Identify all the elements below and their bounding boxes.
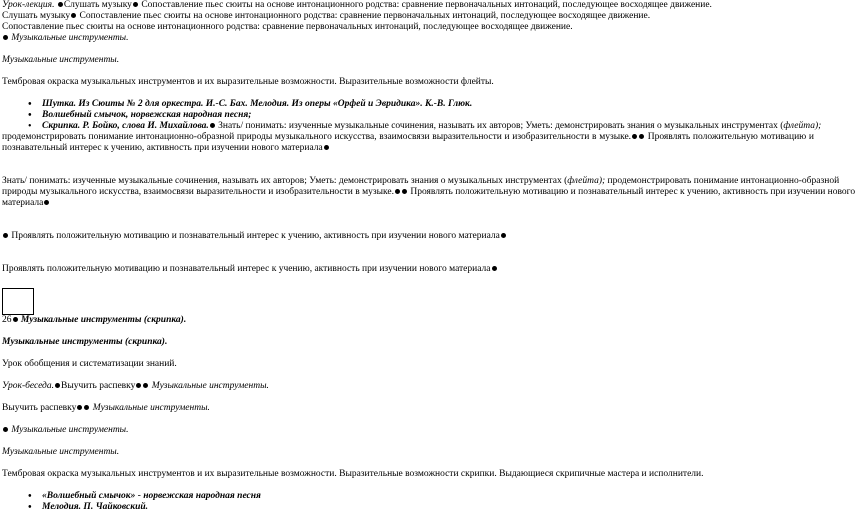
spacer	[2, 242, 814, 253]
list-item: • Мелодия. П. Чайковский.	[2, 502, 814, 513]
spacer	[2, 480, 814, 491]
spacer	[2, 44, 814, 55]
music-list	[2, 491, 814, 513]
text-fragment: Музыкальные инструменты.	[149, 381, 269, 391]
spacer	[2, 66, 814, 77]
bullet-dot-icon	[210, 123, 215, 128]
bullet-dot-icon	[77, 405, 82, 410]
paragraph	[2, 132, 814, 143]
section-heading: Музыкальные инструменты.	[2, 447, 120, 457]
text-line	[2, 143, 814, 154]
bullet-dot-icon	[84, 405, 89, 410]
bullet-dot-icon	[55, 383, 60, 388]
bullet-dot-icon	[143, 383, 148, 388]
text-fragment: Проявлять положительную мотивацию и познавательный интерес к учению, активность при изучении нового	[407, 187, 855, 197]
lesson-type: Урок-лекция.	[2, 0, 55, 10]
bullet-dot-icon	[639, 134, 644, 139]
text-line	[2, 33, 814, 44]
section-heading: Музыкальные инструменты (скрипка).	[2, 337, 168, 347]
bullet-dot-icon	[3, 427, 8, 432]
text-line	[2, 425, 814, 436]
text-fragment: материала	[2, 198, 44, 208]
paragraph: Тембровая окраска музыкальных инструментов и их выразительные возможности. Выразительные возможности флейты.	[2, 77, 494, 87]
text-fragment: Проявлять положительную мотивацию и познавательный интерес к учению, активность при изучении нового материала	[2, 264, 491, 274]
bullet-dot-icon	[324, 145, 329, 150]
list-item: • Волшебный смычок, норвежская народная песня;	[2, 110, 814, 121]
list-item	[2, 121, 822, 132]
lesson-type: Урок-беседа.	[2, 381, 54, 391]
spacer	[2, 414, 814, 425]
document-page	[2, 0, 855, 513]
text-line	[2, 198, 814, 209]
text-line	[2, 315, 814, 326]
spacer	[2, 392, 814, 403]
bullet-dot-icon	[133, 2, 138, 7]
spacer	[2, 209, 814, 220]
text-fragment: продемонстрировать понимание интонационно-образной природы музыкального искусства, взаимосвязи выразительности и изобразительности в музыке.	[2, 132, 632, 142]
bullet-dot-icon	[632, 134, 637, 139]
bullet-dot-icon	[501, 233, 506, 238]
spacer	[2, 348, 814, 359]
text-fragment: Музыкальные инструменты.	[9, 33, 129, 43]
list-item: • Шутка. Из Сюиты № 2 для оркестра. И.-С. Бах. Мелодия. Из оперы «Орфей и Эвридика». К.-В. Глюк.	[2, 99, 814, 110]
bullet-dot-icon	[136, 383, 141, 388]
text-line	[2, 176, 840, 187]
bullet-dot-icon	[58, 2, 63, 7]
section-heading: Музыкальные инструменты.	[2, 55, 120, 65]
text-line	[2, 381, 814, 392]
spacer	[2, 275, 814, 286]
spacer	[2, 326, 814, 337]
text-fragment: Сопоставление пьес сюиты на основе интонационного родства: сравнение первоначальных интонаций, последующее восходящее движение.	[77, 11, 651, 21]
text-fragment: Проявлять положительную мотивацию и	[645, 132, 814, 142]
text-fragment: Сопоставление пьес сюиты на основе интонационного родства: сравнение первоначальных интонаций, последующее восходящее движение.	[138, 0, 712, 10]
spacer	[2, 370, 814, 381]
text-fragment: Знать/ понимать: изученные музыкальные сочинения, называть их авторов; Уметь: демонстрировать знания о музыкальных инструментах (	[2, 176, 568, 186]
text-fragment: Музыкальные инструменты.	[90, 403, 210, 413]
list-item: • «Волшебный смычок» - норвежская народная песня	[2, 491, 814, 502]
text-fragment: познавательный интерес к учению, активность при изучении нового материала	[2, 143, 323, 153]
text-line	[2, 231, 814, 242]
text-fragment: Скрипка. Р. Бойко, слова И. Михайлова.	[42, 121, 209, 131]
spacer	[2, 154, 814, 165]
text-fragment: флейта);	[567, 176, 606, 186]
bullet-dot-icon	[44, 200, 49, 205]
bullet-dot-icon	[13, 317, 18, 322]
bullet-dot-icon	[492, 266, 497, 271]
text-line: Сопоставление пьес сюиты на основе интонационного родства: сравнение первоначальных интонаций, последующее восходящее движение.	[2, 22, 573, 32]
spacer	[2, 436, 814, 447]
text-fragment: Музыкальные инструменты.	[9, 425, 129, 435]
text-fragment: Выучить распевку	[2, 403, 77, 413]
text-fragment: природы музыкального искусства, взаимосвязи выразительности и изобразительности в музыке.	[2, 187, 394, 197]
empty-table-cell	[2, 288, 34, 315]
text-line	[2, 264, 814, 275]
lesson-number: 26	[2, 315, 12, 325]
spacer	[2, 165, 814, 176]
text-fragment: Знать/ понимать: изученные музыкальные сочинения, называть их авторов; Уметь: демонстрировать знания о музыкальных инструментах (	[215, 121, 784, 131]
text-line	[2, 403, 814, 414]
paragraph: Тембровая окраска музыкальных инструментов и их выразительные возможности. Выразительные возможности скрипки. Выдающиеся скрипичные мастера и исполнители.	[2, 469, 704, 479]
bullet-dot-icon	[402, 189, 407, 194]
text-fragment: флейта);	[783, 121, 822, 131]
spacer	[2, 458, 814, 469]
bullet-dot-icon	[3, 233, 8, 238]
lesson-title: Музыкальные инструменты (скрипка).	[18, 315, 187, 325]
text-fragment: Слушать музыку	[2, 11, 71, 21]
bullet-dot-icon	[71, 13, 76, 18]
spacer	[2, 220, 814, 231]
text-fragment: Выучить распевку	[61, 381, 136, 391]
text-line	[2, 0, 814, 11]
text-fragment: продемонстрировать понимание интонационно-образной	[605, 176, 840, 186]
bullet-dot-icon	[395, 189, 400, 194]
paragraph: Урок обобщения и систематизации знаний.	[2, 359, 177, 369]
text-fragment: Слушать музыку	[63, 0, 132, 10]
text-line	[2, 11, 814, 22]
spacer	[2, 88, 814, 99]
text-fragment: Проявлять положительную мотивацию и познавательный интерес к учению, активность при изучении нового материала	[9, 231, 500, 241]
text-line	[2, 187, 855, 198]
music-list	[2, 99, 822, 132]
bullet-dot-icon	[3, 35, 8, 40]
spacer	[2, 253, 814, 264]
